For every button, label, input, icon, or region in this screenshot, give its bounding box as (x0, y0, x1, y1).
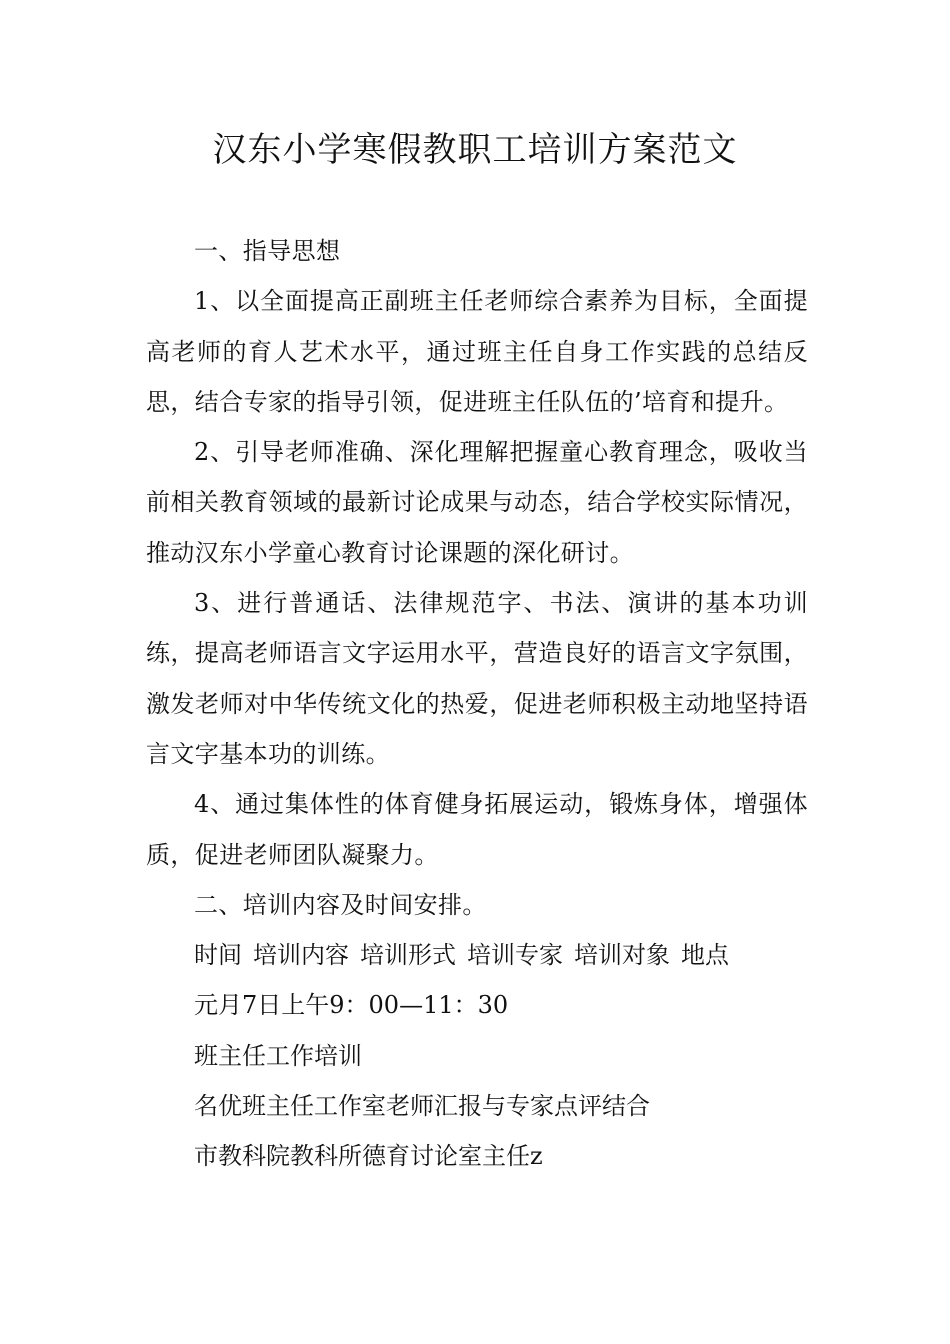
schedule-content: 班主任工作培训 (194, 1041, 362, 1070)
schedule-header-row (146, 930, 808, 980)
schedule-header-location: 地点 (681, 941, 729, 970)
paragraph-item-1: 1、以全面提高正副班主任老师综合素养为目标，全面提高老师的育人艺术水平，通过班主任自身工作实践的总结反思，结合专家的指导引领，促进班主任队伍的’培育和提升。 (146, 287, 808, 416)
schedule-header-expert: 培训专家 (467, 941, 563, 970)
paragraph-item-3: 3、进行普通话、法律规范字、书法、演讲的基本功训练，提高老师语言文字运用水平，营造良好的语言文字氛围，激发老师对中华传统文化的热爱，促进老师积极主动地坚持语言文字基本功的训练。 (146, 589, 808, 768)
paragraph-item-2: 2、引导老师准确、深化理解把握童心教育理念，吸收当前相关教育领域的最新讨论成果与动态，结合学校实际情况，推动汉东小学童心教育讨论课题的深化研讨。 (146, 438, 808, 567)
section-heading-training-schedule: 二、培训内容及时间安排。 (194, 890, 487, 919)
schedule-header-audience: 培训对象 (574, 941, 670, 970)
document-body (146, 226, 808, 1182)
section-heading-guiding-ideology: 一、指导思想 (194, 237, 341, 265)
document-title: 汉东小学寒假教职工培训方案范文 (212, 130, 738, 170)
schedule-expert: 市教科院教科所德育讨论室主任z (194, 1142, 543, 1171)
schedule-header-content: 培训内容 (253, 941, 349, 970)
schedule-header-form: 培训形式 (360, 941, 456, 970)
schedule-header-time: 时间 (194, 941, 242, 970)
paragraph-item-4: 4、通过集体性的体育健身拓展运动，锻炼身体，增强体质，促进老师团队凝聚力。 (146, 790, 808, 869)
schedule-time: 元月7日上午9：00—11：30 (194, 991, 509, 1020)
schedule-form: 名优班主任工作室老师汇报与专家点评结合 (194, 1092, 650, 1121)
